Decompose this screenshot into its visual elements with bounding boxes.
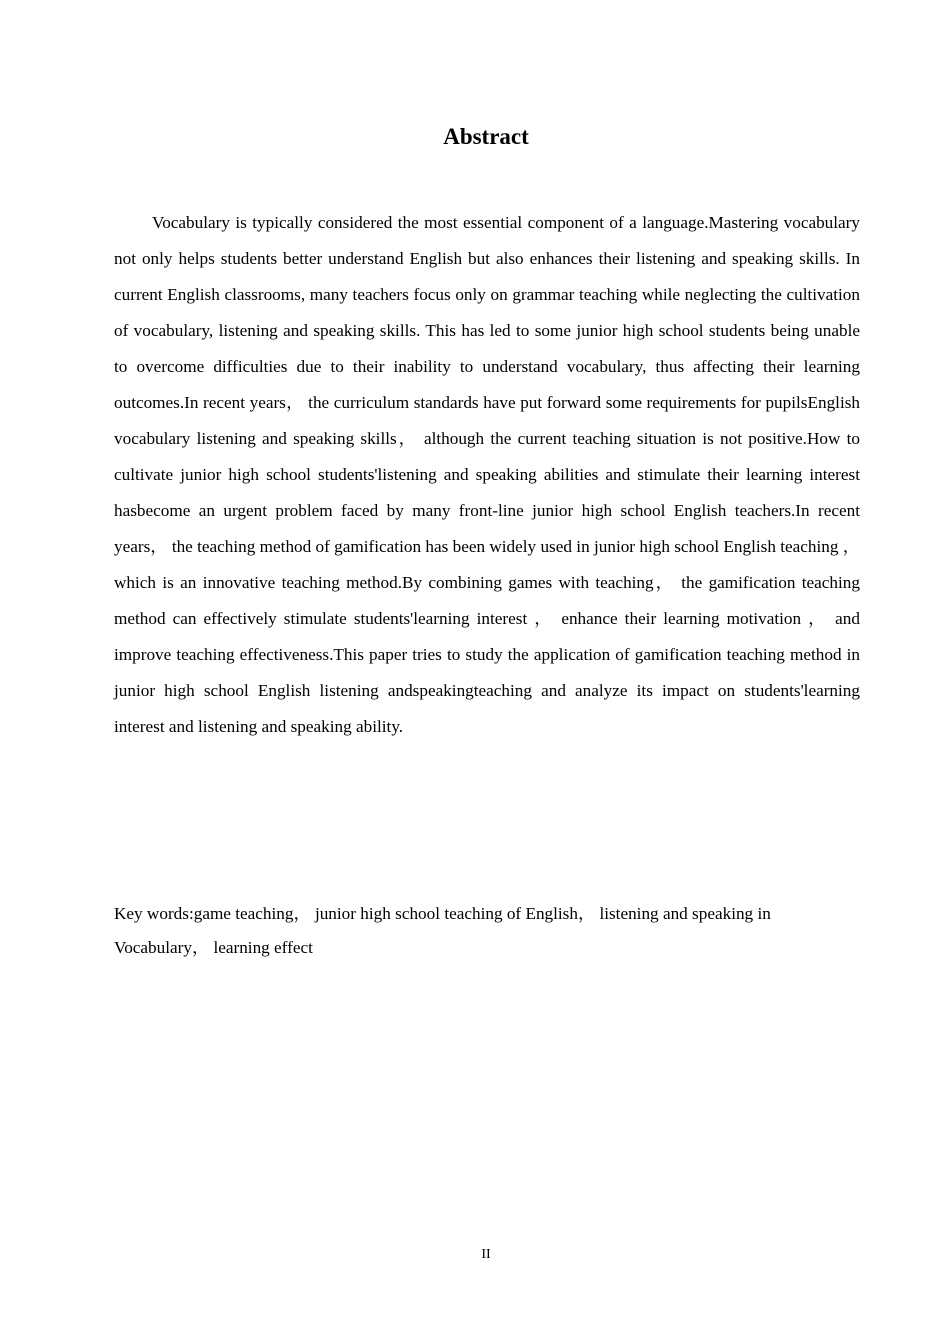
page-title: Abstract xyxy=(443,124,529,149)
abstract-paragraph: Vocabulary is typically considered the most essential component of a language.Mastering vocabulary not only helps students better understand English but also enhances their listening and speaking skills. In current English classrooms, many teachers focus only on grammar teaching while neglecting the cultivation of vocabulary, listening and speaking skills. This has led to some junior high school students being unable to overcome difficulties due to their inability to understand vocabulary, thus affecting their learning outcomes.In recent years， the curriculum standards have put forward some requirements for pupilsEnglish vocabulary listening and speaking skills， although the current teaching situation is not positive.How to cultivate junior high school students'listening and speaking abilities and stimulate their learning interest hasbecome an urgent problem faced by many front-line junior high school English teachers.In recent years， the teaching method of gamification has been widely used in junior high school English teaching ， which is an innovative teaching method.By combining games with teaching， the gamification teaching method can effectively stimulate students'learning interest ， enhance their learning motivation ， and improve teaching effectiveness.This paper tries to study the application of gamification teaching method in junior high school English listening andspeakingteaching and analyze its impact on students'learning interest and listening and speaking ability. xyxy=(114,213,860,736)
page-number: II xyxy=(481,1247,491,1262)
keywords-paragraph: Key words:game teaching， junior high school teaching of English， listening and speaking in Vocabulary， learning effect xyxy=(114,904,771,957)
